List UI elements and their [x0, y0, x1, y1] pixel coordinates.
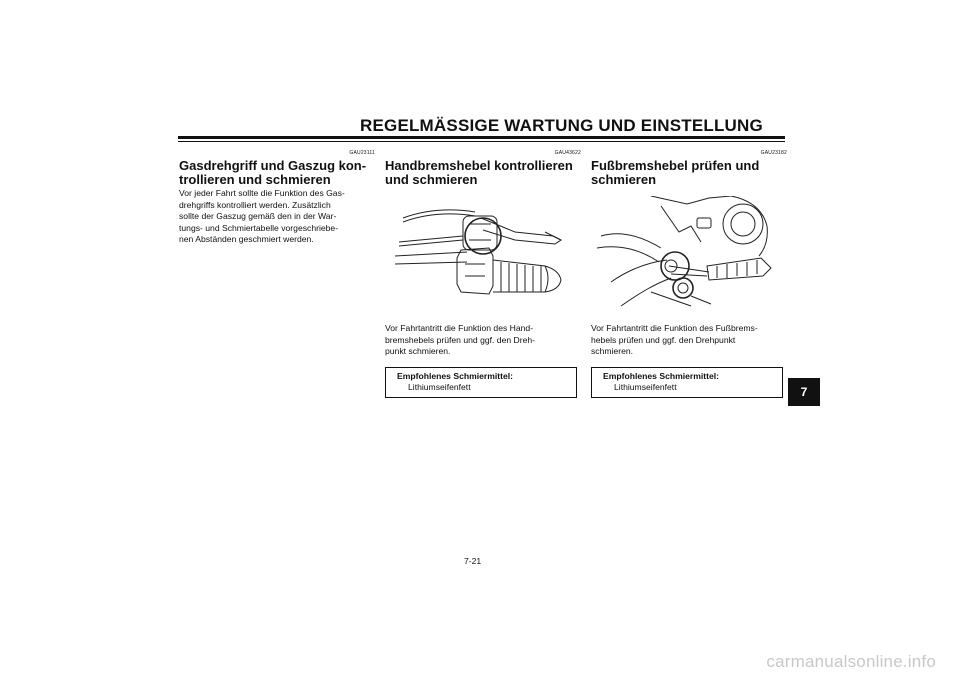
- body-line: bremshebels prüfen und ggf. den Dreh-: [385, 334, 536, 345]
- body-line: schmieren.: [591, 346, 634, 356]
- body-line: nen Abständen geschmiert werden.: [179, 234, 314, 244]
- lubricant-box: [591, 367, 783, 398]
- heading-line: trollieren und schmieren: [179, 172, 331, 187]
- lubricant-value: Lithiumseifenfett: [614, 381, 677, 392]
- heading-line: Fußbremshebel prüfen und: [591, 158, 760, 173]
- brake-pedal-illustration: [591, 196, 787, 316]
- brake-lever-illustration: [385, 196, 581, 316]
- heading-line: schmieren: [591, 172, 657, 187]
- watermark: carmanualsonline.info: [766, 652, 936, 671]
- chapter-tab: 7: [788, 378, 820, 406]
- section-code: GAU43622: [554, 150, 581, 156]
- lubricant-label: Empfohlenes Schmiermittel:: [397, 371, 514, 381]
- section-throttle: [179, 150, 375, 246]
- section-hand-brake: [385, 150, 581, 187]
- body-line: sollte der Gaszug gemäß den in der War-: [179, 211, 337, 221]
- body-line: Vor Fahrtantritt die Funktion des Hand-: [385, 323, 534, 333]
- body-line: hebels prüfen und ggf. den Drehpunkt: [591, 334, 736, 345]
- page-header-title: REGELMÄSSIGE WARTUNG UND EINSTELLUNG: [360, 116, 763, 135]
- section-code: GAU23111: [349, 150, 375, 156]
- section-foot-brake: [591, 150, 787, 187]
- lubricant-value: Lithiumseifenfett: [408, 381, 471, 392]
- section-heading: [179, 159, 375, 187]
- heading-line: Gasdrehgriff und Gaszug kon-: [179, 158, 367, 173]
- section-heading: [591, 159, 787, 187]
- lubricant-box: [385, 367, 577, 398]
- body-line: drehgriffs kontrolliert werden. Zusätzlich: [179, 199, 331, 210]
- page-number: 7-21: [464, 556, 482, 566]
- section-body: [385, 323, 581, 358]
- lubricant-label: Empfohlenes Schmiermittel:: [603, 371, 720, 381]
- section-body: [591, 323, 787, 358]
- section-heading: [385, 159, 581, 187]
- body-line: Vor jeder Fahrt sollte die Funktion des Gas-: [179, 188, 345, 198]
- heading-line: Handbremshebel kontrollieren: [385, 158, 573, 173]
- header-rule-thin: [178, 141, 785, 142]
- header-rule: [178, 136, 785, 139]
- section-code: GAU23182: [760, 150, 787, 156]
- body-line: tungs- und Schmiertabelle vorgeschriebe-: [179, 222, 339, 233]
- body-line: Vor Fahrtantritt die Funktion des Fußbrems-: [591, 323, 758, 333]
- body-line: punkt schmieren.: [385, 346, 451, 356]
- section-body: [179, 188, 375, 246]
- heading-line: und schmieren: [385, 172, 478, 187]
